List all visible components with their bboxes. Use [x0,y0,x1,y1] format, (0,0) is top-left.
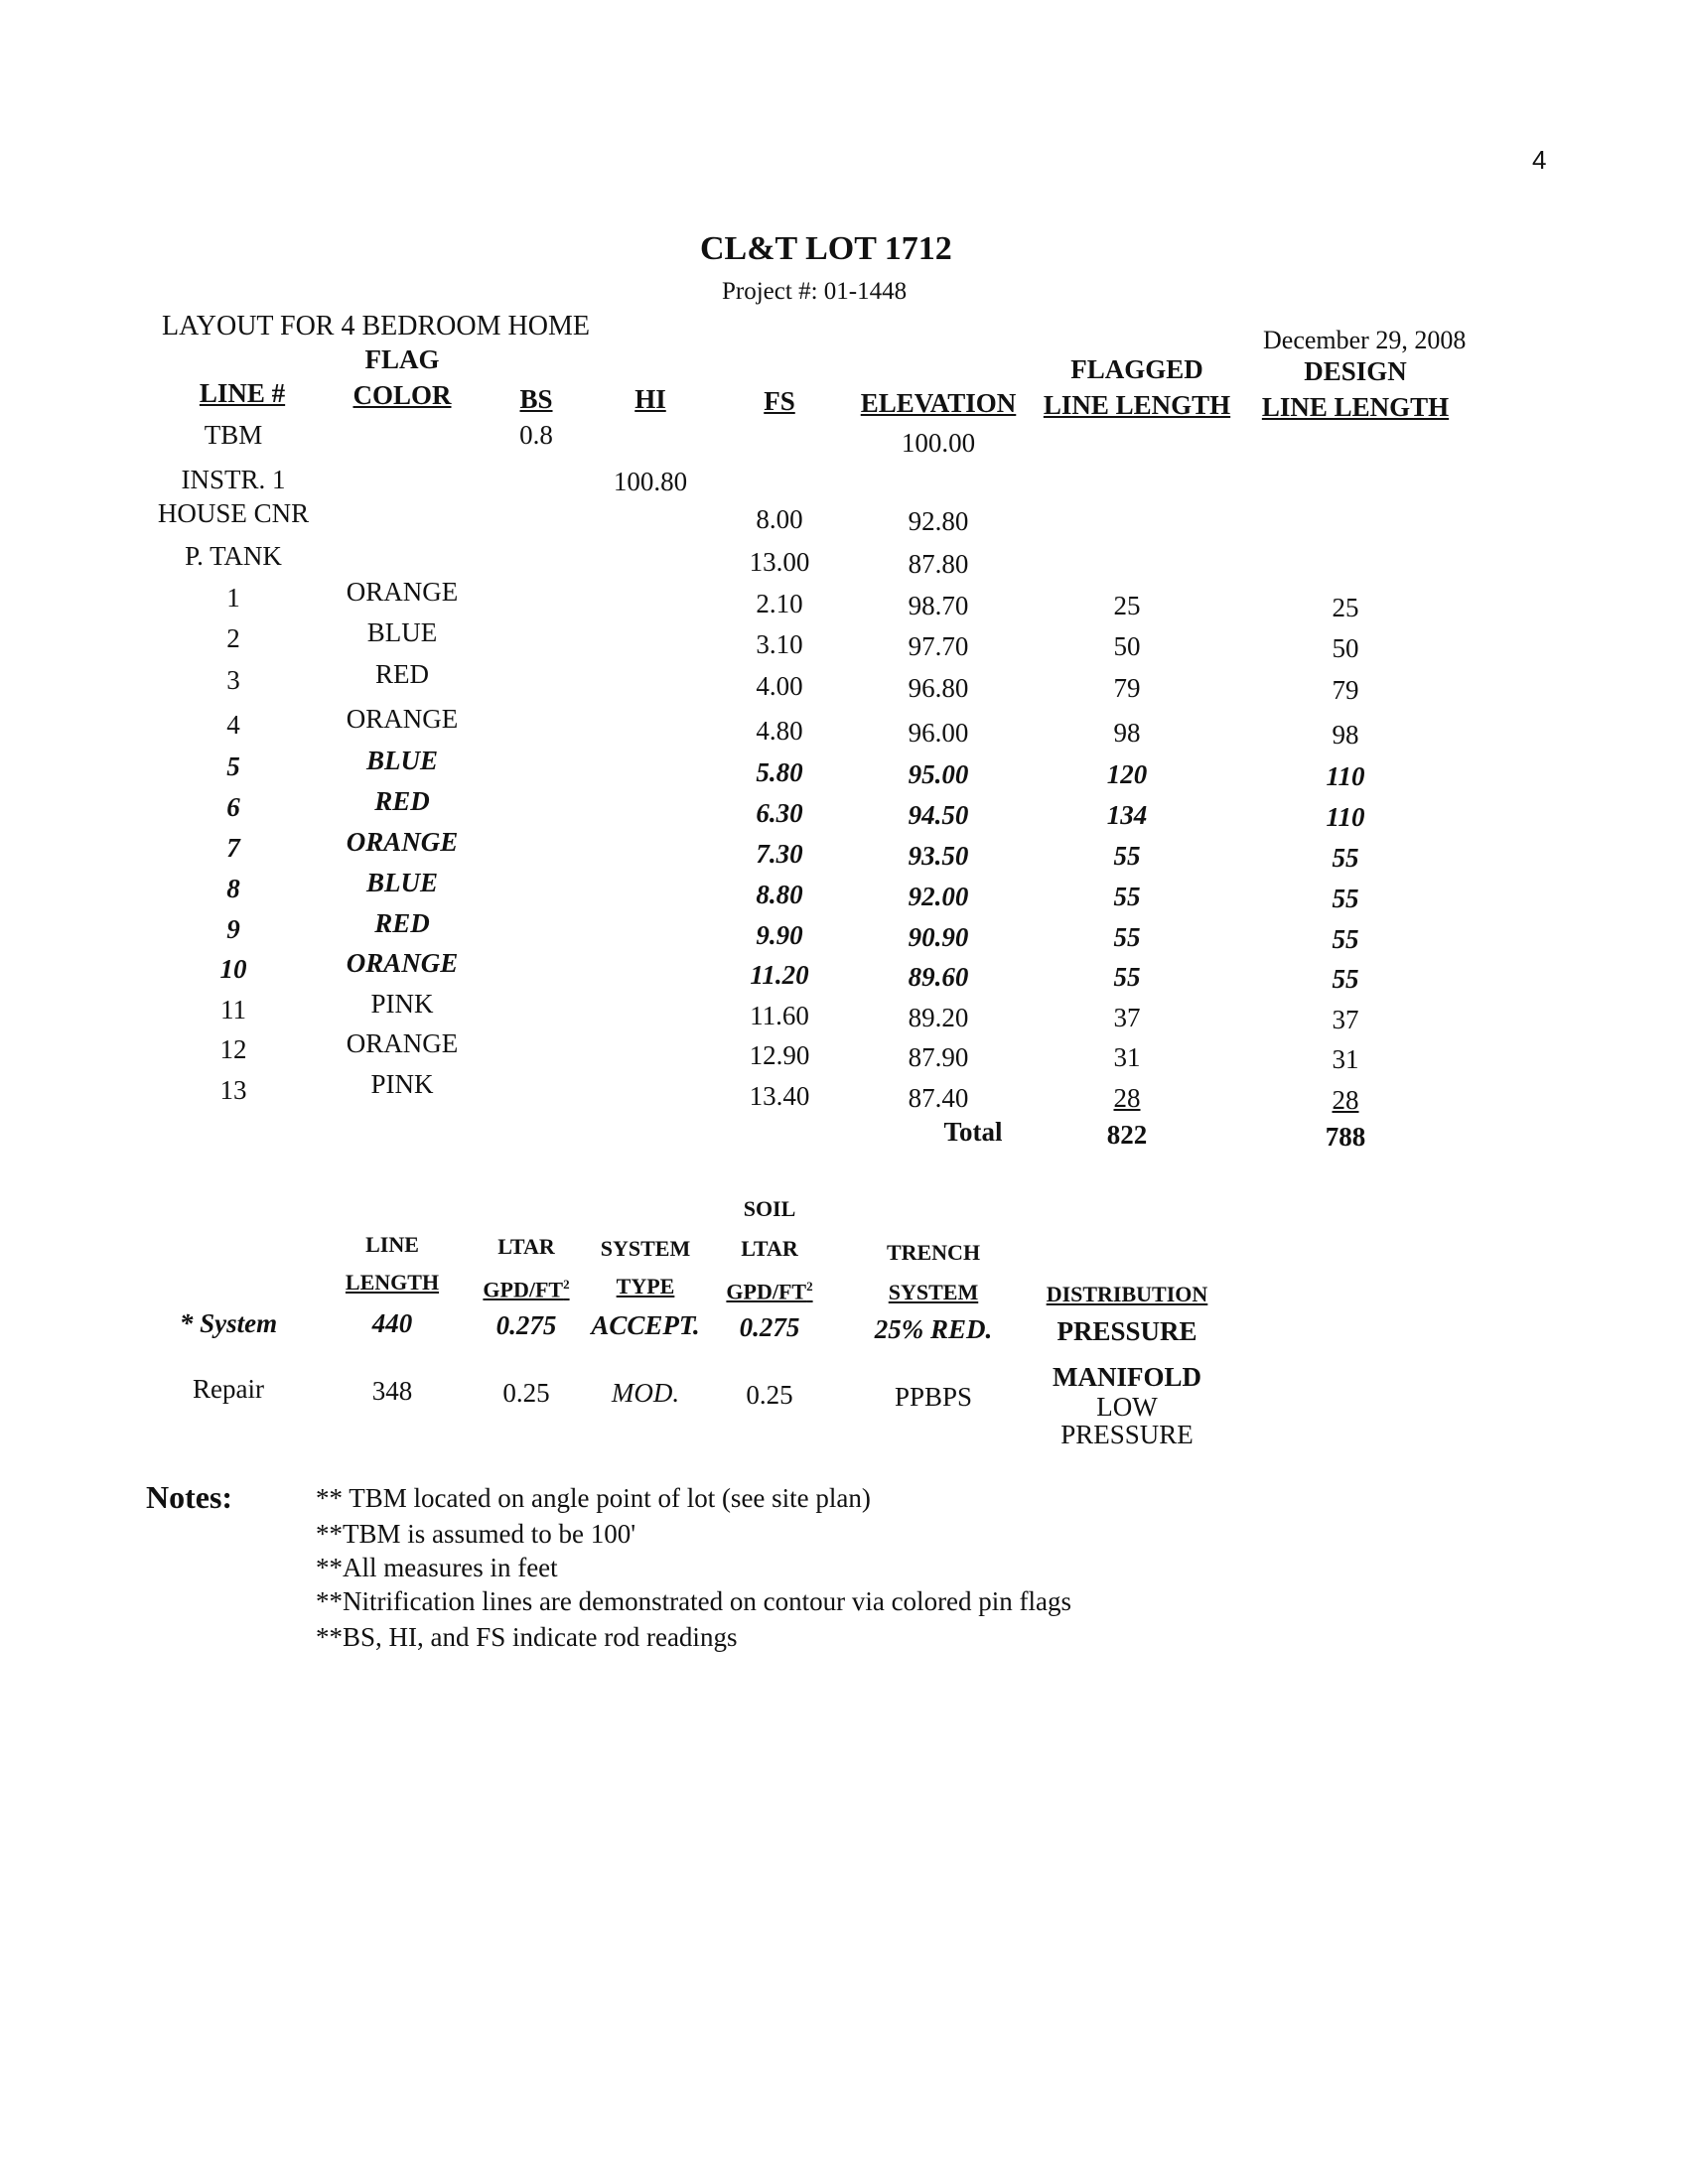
cell-flagged-length: 50 [1113,631,1141,661]
header-hi: HI [634,384,666,414]
repair-row-type: MOD. [611,1378,680,1408]
project-number: Project #: 01-1448 [722,278,908,305]
cell-design-length: 28 [1332,1085,1359,1115]
cell-elevation: 98.70 [908,591,969,620]
header-fs: FS [764,386,795,416]
cell-flag-color: ORANGE [346,704,459,734]
cell-elevation: 96.80 [908,673,969,703]
cell-fs: 12.90 [749,1040,810,1070]
sys-header-line-bottom: LENGTH [345,1270,440,1295]
cell-elevation: 87.40 [908,1083,969,1113]
cell-design-length: 110 [1326,761,1365,791]
cell-design-length: 55 [1332,884,1359,913]
repair-row-ltar: 0.25 [502,1378,550,1408]
cell-flag-color: ORANGE [346,948,459,978]
cell-design-length: 25 [1332,593,1359,622]
cell-fs: 8.00 [756,504,803,534]
cell-elevation: 92.00 [908,882,969,911]
repair-row-trench: PPBPS [894,1382,973,1412]
cell-line: 8 [226,874,240,903]
cell-fs: 4.00 [756,671,803,701]
repair-row-dist-3: PRESSURE [1060,1420,1194,1449]
cell-flagged-length: 31 [1113,1042,1141,1072]
cell-flagged-length: 37 [1113,1003,1141,1032]
cell-fs: 11.60 [750,1001,809,1030]
sys-header-soil-mid: LTAR [741,1236,798,1261]
cell-fs: 6.30 [756,798,803,828]
repair-row-label: Repair [193,1374,264,1404]
system-row-label: * System [179,1308,278,1338]
document-date: December 29, 2008 [1263,326,1467,354]
header-bs: BS [519,384,553,414]
header-flag-top: FLAG [364,344,440,374]
note-item: **All measures in feet [316,1553,558,1582]
cell-line: 6 [226,792,240,822]
cell-line: P. TANK [185,541,282,571]
cell-fs: 4.80 [756,716,803,746]
cell-line: INSTR. 1 [181,465,286,494]
cell-fs: 11.20 [750,960,809,990]
cell-line: 1 [226,583,240,613]
system-row-ltar: 0.275 [495,1310,557,1340]
cell-flag-color: RED [374,786,430,816]
cell-flag-color: RED [375,659,429,689]
total-label: Total [943,1117,1003,1147]
header-flag-bottom: COLOR [352,380,452,410]
cell-flag-color: RED [374,908,430,938]
cell-elevation: 87.90 [908,1042,969,1072]
header-flagged-bottom: LINE LENGTH [1043,390,1231,420]
sys-header-trench-bottom: SYSTEM [888,1280,979,1304]
cell-bs: 0.8 [519,420,553,450]
note-item: **Nitrification lines are demonstrated on contour via colored pin flags [316,1586,1072,1616]
header-flagged-top: FLAGGED [1070,354,1203,384]
cell-fs: 8.80 [756,880,803,909]
cell-line: 5 [226,751,240,781]
cell-design-length: 31 [1332,1044,1359,1074]
system-row-type: ACCEPT. [591,1310,700,1340]
cell-fs: 3.10 [756,629,803,659]
cell-design-length: 55 [1332,964,1359,994]
cell-line: 4 [226,710,240,740]
header-line: LINE # [199,378,286,408]
sys-header-system-bottom: TYPE [616,1274,675,1298]
cell-elevation: 97.70 [908,631,969,661]
cell-design-length: 37 [1332,1005,1359,1034]
cell-flagged-length: 55 [1113,841,1141,871]
cell-fs: 13.40 [749,1081,810,1111]
cell-flagged-length: 134 [1106,800,1148,830]
sys-header-distribution: DISTRIBUTION [1046,1282,1208,1306]
sys-header-ltar-bottom: GPD/$FT^2$ [483,1277,570,1302]
sys-header-system-top: SYSTEM [600,1236,691,1261]
document-title: CL&T LOT 1712 [700,230,952,267]
system-row-trench: 25% RED. [874,1314,993,1344]
cell-flagged-length: 98 [1113,718,1141,748]
cell-line: 10 [219,954,247,984]
cell-fs: 5.80 [756,757,803,787]
cell-elevation: 87.80 [908,549,969,579]
cell-fs: 2.10 [756,589,803,618]
system-row-line: 440 [371,1308,413,1338]
notes-label: Notes: [146,1479,233,1515]
cell-line: 9 [226,914,240,944]
cell-elevation: 100.00 [901,428,976,458]
cell-elevation: 93.50 [908,841,969,871]
page-number: 4 [1532,145,1547,175]
cell-elevation: 96.00 [908,718,969,748]
total-design: 788 [1325,1122,1366,1152]
cell-design-length: 98 [1332,720,1359,750]
cell-elevation: 92.80 [908,506,969,536]
sys-header-line-top: LINE [365,1232,419,1257]
sys-header-ltar-top: LTAR [497,1234,555,1259]
cell-flag-color: BLUE [365,868,438,897]
cell-design-length: 110 [1326,802,1365,832]
cell-flag-color: ORANGE [346,827,459,857]
sys-header-soil-bottom: GPD/$FT^2$ [726,1279,813,1304]
repair-row-line: 348 [371,1376,413,1406]
header-elevation: ELEVATION [860,388,1017,418]
system-row-soil: 0.275 [739,1312,800,1342]
cell-flagged-length: 55 [1113,922,1141,952]
system-row-distribution: PRESSURE [1056,1316,1197,1346]
cell-design-length: 55 [1332,924,1359,954]
cell-line: 13 [219,1075,247,1105]
note-item: **TBM is assumed to be 100' [316,1519,636,1549]
sys-header-soil-top: SOIL [743,1196,796,1221]
cell-line: 12 [219,1034,247,1064]
cell-elevation: 95.00 [908,759,969,789]
cell-elevation: 94.50 [908,800,969,830]
cell-flagged-length: 79 [1113,673,1141,703]
cell-flag-color: ORANGE [346,577,459,607]
cell-flag-color: ORANGE [346,1028,459,1058]
sys-header-trench-top: TRENCH [886,1240,981,1265]
cell-line: HOUSE CNR [157,498,310,528]
cell-flagged-length: 25 [1113,591,1141,620]
cell-design-length: 79 [1332,675,1359,705]
header-design-top: DESIGN [1304,356,1407,386]
cell-flagged-length: 28 [1113,1083,1141,1113]
total-flagged: 822 [1106,1120,1148,1150]
cell-flagged-length: 55 [1113,882,1141,911]
cell-flag-color: PINK [370,1069,434,1099]
repair-row-dist-2: LOW [1096,1392,1158,1422]
note-item: ** TBM located on angle point of lot (see site plan) [316,1483,871,1513]
cell-line: 3 [226,665,240,695]
header-design-bottom: LINE LENGTH [1261,392,1450,422]
cell-line: 2 [226,623,240,653]
repair-row-dist-1: MANIFOLD [1053,1362,1201,1392]
repair-row-soil: 0.25 [746,1380,793,1410]
cell-flagged-length: 55 [1113,962,1141,992]
cell-line: 7 [226,833,240,863]
cell-flagged-length: 120 [1106,759,1148,789]
cell-elevation: 89.20 [908,1003,969,1032]
cell-fs: 7.30 [756,839,803,869]
cell-fs: 9.90 [756,920,803,950]
cell-line: TBM [204,420,263,450]
cell-elevation: 89.60 [908,962,969,992]
cell-design-length: 55 [1332,843,1359,873]
cell-line: 11 [220,995,246,1024]
cell-hi: 100.80 [613,467,688,496]
cell-flag-color: PINK [370,989,434,1019]
layout-label: LAYOUT FOR 4 BEDROOM HOME [162,311,590,341]
cell-elevation: 90.90 [908,922,969,952]
note-item: **BS, HI, and FS indicate rod readings [316,1622,738,1652]
cell-fs: 13.00 [749,547,810,577]
cell-flag-color: BLUE [366,617,438,647]
cell-design-length: 50 [1332,633,1359,663]
cell-flag-color: BLUE [365,746,438,775]
